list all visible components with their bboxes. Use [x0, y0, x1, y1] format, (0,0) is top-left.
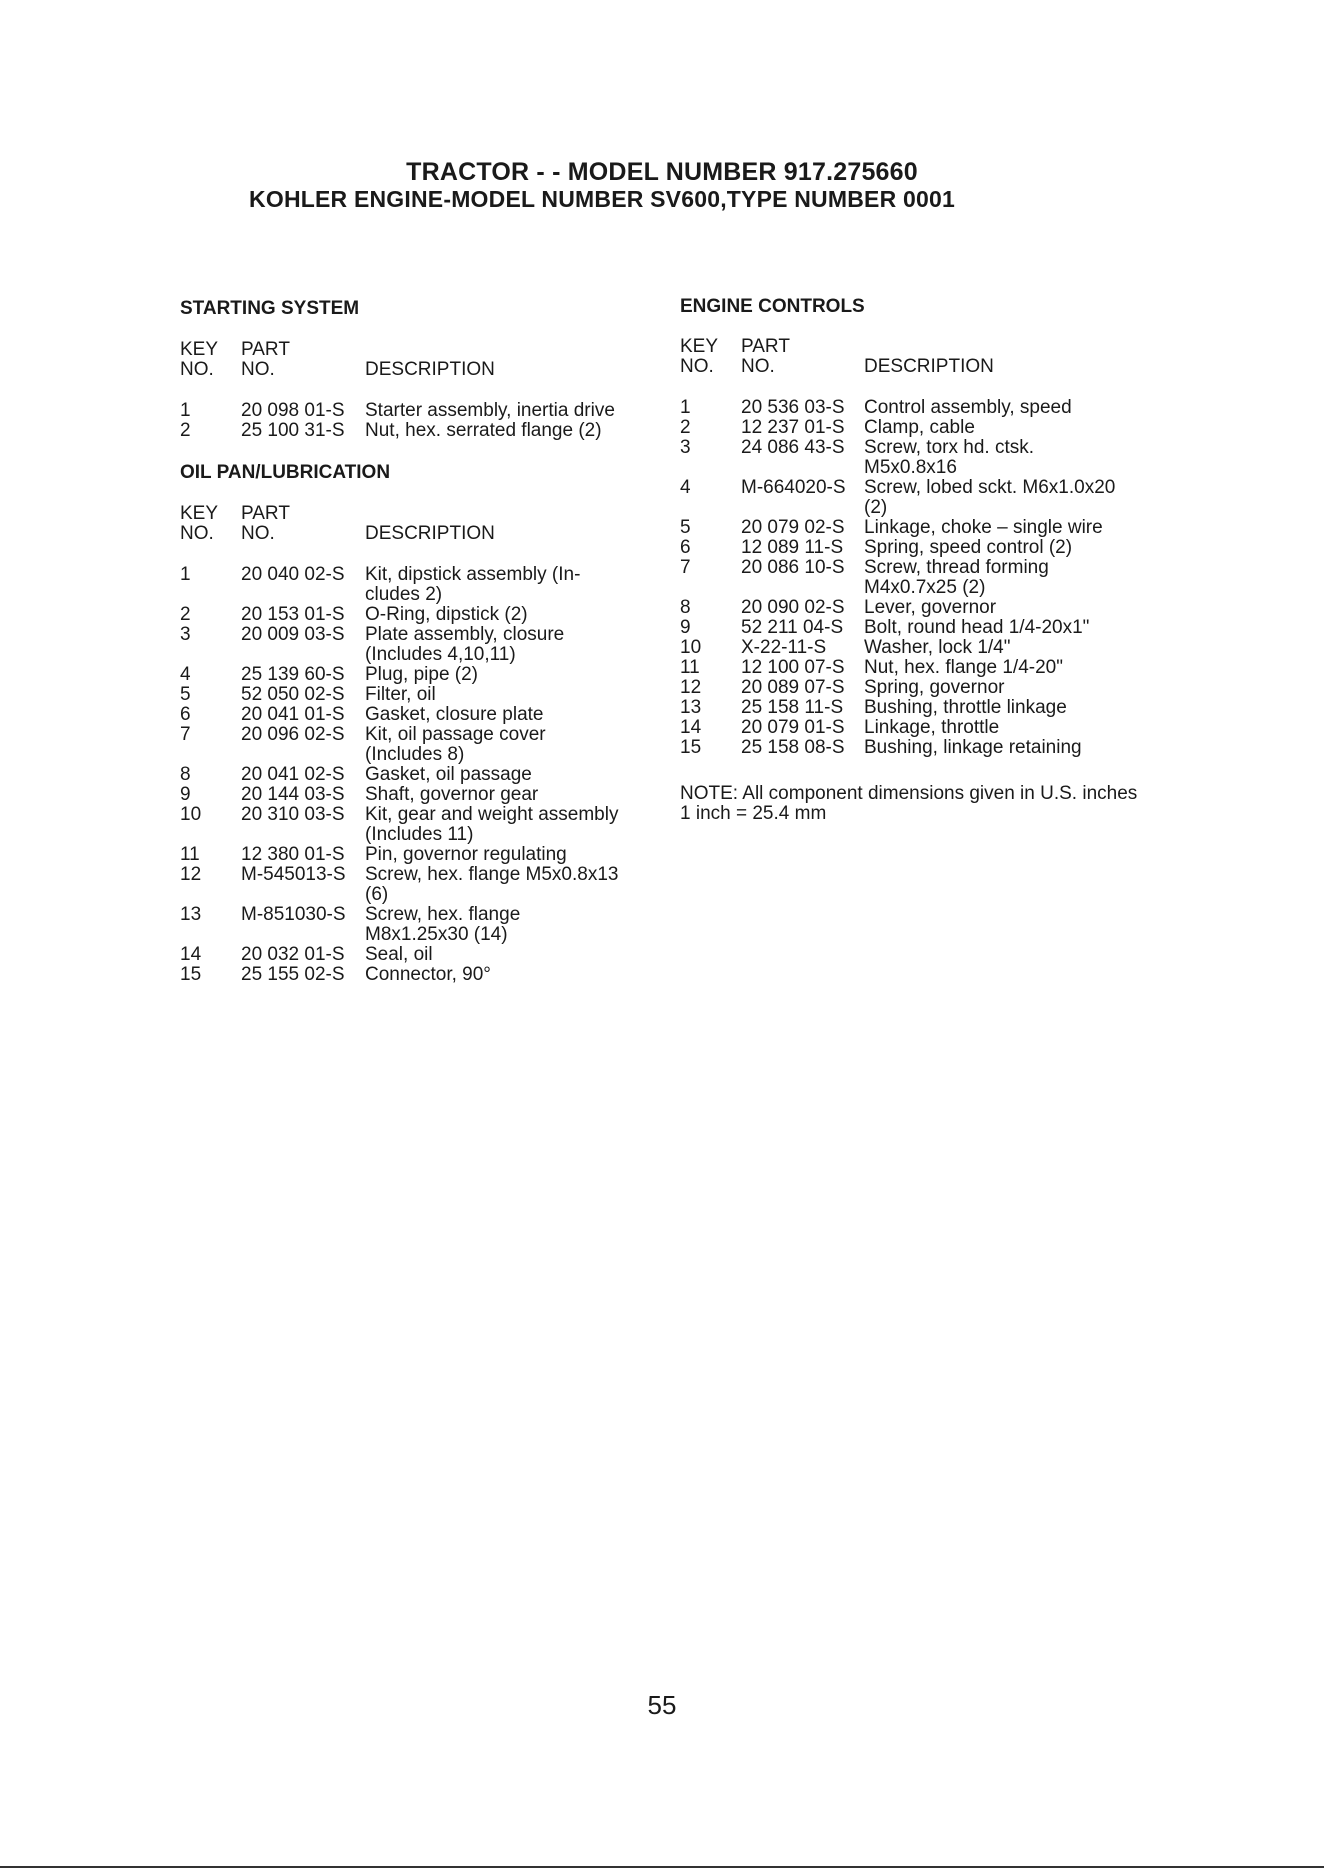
bottom-rule [0, 1866, 1324, 1868]
table-row [680, 518, 1150, 538]
header-key: KEY [180, 339, 219, 360]
key-number: 2 [680, 417, 691, 438]
table-row [680, 698, 1150, 718]
key-number: 10 [180, 804, 202, 825]
part-number: 20 090 02-S [741, 597, 845, 618]
part-number: 12 380 01-S [241, 844, 345, 865]
header-part: PART [241, 503, 290, 524]
part-description: O-Ring, dipstick (2) [365, 604, 528, 625]
table-row [180, 665, 640, 685]
header-key-no: NO. [680, 356, 714, 377]
section-title-starting-system: STARTING SYSTEM [180, 298, 360, 319]
part-number: 52 050 02-S [241, 684, 345, 705]
part-number: 20 009 03-S [241, 624, 345, 645]
part-number: 20 096 02-S [241, 724, 345, 745]
part-description: Bolt, round head 1/4-20x1" [864, 617, 1090, 638]
part-number: 12 237 01-S [741, 417, 845, 438]
key-number: 7 [680, 557, 691, 578]
part-number: 25 158 11-S [741, 697, 844, 718]
part-description: Plate assembly, closure (Includes 4,10,11) [365, 624, 565, 665]
key-number: 7 [180, 724, 191, 745]
key-number: 13 [680, 697, 702, 718]
table-row [180, 605, 640, 625]
key-number: 12 [180, 864, 202, 885]
part-number: 20 144 03-S [241, 784, 345, 805]
part-number: 20 041 01-S [241, 704, 345, 725]
part-description: Connector, 90° [365, 964, 491, 985]
part-description: Plug, pipe (2) [365, 664, 479, 685]
key-number: 14 [680, 717, 702, 738]
part-description: Clamp, cable [864, 417, 975, 438]
part-number: 25 139 60-S [241, 664, 345, 685]
part-number: 52 211 04-S [741, 617, 844, 638]
part-number: 20 153 01-S [241, 604, 345, 625]
table-row [680, 538, 1150, 558]
part-description: Washer, lock 1/4" [864, 637, 1011, 658]
table-row [180, 845, 640, 865]
page-title: TRACTOR - - MODEL NUMBER 917.275660 [406, 158, 918, 186]
header-description: DESCRIPTION [864, 356, 994, 377]
key-number: 14 [180, 944, 202, 965]
table-row [180, 685, 640, 705]
parts-list-oil-pan [180, 565, 640, 985]
page-subtitle: KOHLER ENGINE-MODEL NUMBER SV600,TYPE NUMBER 0001 [249, 186, 955, 212]
table-row [180, 725, 640, 765]
part-description: Bushing, linkage retaining [864, 737, 1082, 758]
part-description: Screw, torx hd. ctsk. M5x0.8x16 [864, 437, 1034, 478]
dimension-note: NOTE: All component dimensions given in U.S. inches 1 inch = 25.4 mm [680, 783, 1138, 824]
part-description: Starter assembly, inertia drive [365, 400, 615, 421]
table-row [180, 965, 640, 985]
key-number: 10 [680, 637, 702, 658]
table-row [680, 618, 1150, 638]
table-row [680, 738, 1150, 758]
part-number: 12 100 07-S [741, 657, 845, 678]
part-description: Control assembly, speed [864, 397, 1072, 418]
part-description: Seal, oil [365, 944, 433, 965]
part-number: 20 098 01-S [241, 400, 345, 421]
part-number: 25 100 31-S [241, 420, 345, 441]
part-number: 20 089 07-S [741, 677, 845, 698]
part-description: Spring, governor [864, 677, 1005, 698]
table-row [680, 678, 1150, 698]
key-number: 8 [680, 597, 691, 618]
table-row [680, 638, 1150, 658]
part-description: Gasket, closure plate [365, 704, 544, 725]
part-description: Kit, oil passage cover (Includes 8) [365, 724, 546, 765]
section-title-engine-controls: ENGINE CONTROLS [680, 296, 865, 317]
header-key: KEY [180, 503, 219, 524]
part-description: Pin, governor regulating [365, 844, 567, 865]
part-number: 12 089 11-S [741, 537, 844, 558]
part-description: Kit, dipstick assembly (In- cludes 2) [365, 564, 581, 605]
table-row [680, 398, 1150, 418]
table-row [180, 421, 640, 441]
key-number: 5 [180, 684, 191, 705]
table-row [180, 865, 640, 905]
part-description: Nut, hex. serrated flange (2) [365, 420, 602, 441]
part-description: Filter, oil [365, 684, 436, 705]
part-number: 20 310 03-S [241, 804, 345, 825]
part-description: Kit, gear and weight assembly (Includes 11) [365, 804, 619, 845]
header-key: KEY [680, 336, 719, 357]
part-number: 24 086 43-S [741, 437, 845, 458]
table-row [680, 418, 1150, 438]
part-description: Screw, hex. flange M8x1.25x30 (14) [365, 904, 521, 945]
header-description: DESCRIPTION [365, 359, 495, 380]
header-part: PART [241, 339, 290, 360]
key-number: 3 [180, 624, 191, 645]
header-key-no: NO. [180, 523, 214, 544]
part-description: Lever, governor [864, 597, 997, 618]
header-part-no: NO. [241, 523, 275, 544]
key-number: 6 [680, 537, 691, 558]
key-number: 15 [680, 737, 702, 758]
part-description: Nut, hex. flange 1/4-20" [864, 657, 1063, 678]
key-number: 2 [180, 420, 191, 441]
key-number: 9 [180, 784, 191, 805]
key-number: 4 [180, 664, 191, 685]
key-number: 8 [180, 764, 191, 785]
header-description: DESCRIPTION [365, 523, 495, 544]
table-row [180, 945, 640, 965]
key-number: 2 [180, 604, 191, 625]
part-number: 20 536 03-S [741, 397, 845, 418]
key-number: 13 [180, 904, 202, 925]
table-row [680, 558, 1150, 598]
parts-list-engine-controls [680, 398, 1150, 758]
part-number: 20 079 02-S [741, 517, 845, 538]
part-number: 20 041 02-S [241, 764, 345, 785]
part-description: Bushing, throttle linkage [864, 697, 1067, 718]
key-number: 9 [680, 617, 691, 638]
key-number: 4 [680, 477, 691, 498]
parts-list-starting-system [180, 401, 640, 441]
part-number: 20 086 10-S [741, 557, 845, 578]
part-number: M-664020-S [741, 477, 846, 498]
key-number: 15 [180, 964, 202, 985]
page-number: 55 [647, 1690, 677, 1720]
table-row [180, 905, 640, 945]
key-number: 1 [180, 400, 191, 421]
part-number: 20 032 01-S [241, 944, 345, 965]
part-number: 20 079 01-S [741, 717, 845, 738]
table-row [180, 401, 640, 421]
part-description: Linkage, throttle [864, 717, 1000, 738]
part-number: 25 158 08-S [741, 737, 845, 758]
part-description: Screw, hex. flange M5x0.8x13 (6) [365, 864, 619, 905]
part-description: Screw, thread forming M4x0.7x25 (2) [864, 557, 1049, 598]
section-title-oil-pan: OIL PAN/LUBRICATION [180, 462, 391, 483]
table-row [180, 765, 640, 785]
table-row [680, 718, 1150, 738]
part-description: Linkage, choke – single wire [864, 517, 1103, 538]
table-row [180, 705, 640, 725]
table-row [180, 785, 640, 805]
part-number: M-851030-S [241, 904, 346, 925]
key-number: 11 [680, 657, 700, 678]
part-description: Shaft, governor gear [365, 784, 539, 805]
part-number: X-22-11-S [741, 637, 827, 658]
key-number: 11 [180, 844, 200, 865]
key-number: 12 [680, 677, 702, 698]
header-part-no: NO. [241, 359, 275, 380]
table-row [680, 478, 1150, 518]
part-number: M-545013-S [241, 864, 346, 885]
table-row [180, 565, 640, 605]
part-description: Spring, speed control (2) [864, 537, 1073, 558]
key-number: 3 [680, 437, 691, 458]
key-number: 5 [680, 517, 691, 538]
table-row [680, 438, 1150, 478]
part-description: Screw, lobed sckt. M6x1.0x20 (2) [864, 477, 1116, 518]
header-part-no: NO. [741, 356, 775, 377]
table-row [680, 598, 1150, 618]
table-row [180, 805, 640, 845]
table-row [680, 658, 1150, 678]
table-row [180, 625, 640, 665]
key-number: 6 [180, 704, 191, 725]
key-number: 1 [180, 564, 191, 585]
part-description: Gasket, oil passage [365, 764, 532, 785]
part-number: 20 040 02-S [241, 564, 345, 585]
key-number: 1 [680, 397, 691, 418]
part-number: 25 155 02-S [241, 964, 345, 985]
header-key-no: NO. [180, 359, 214, 380]
header-part: PART [741, 336, 790, 357]
